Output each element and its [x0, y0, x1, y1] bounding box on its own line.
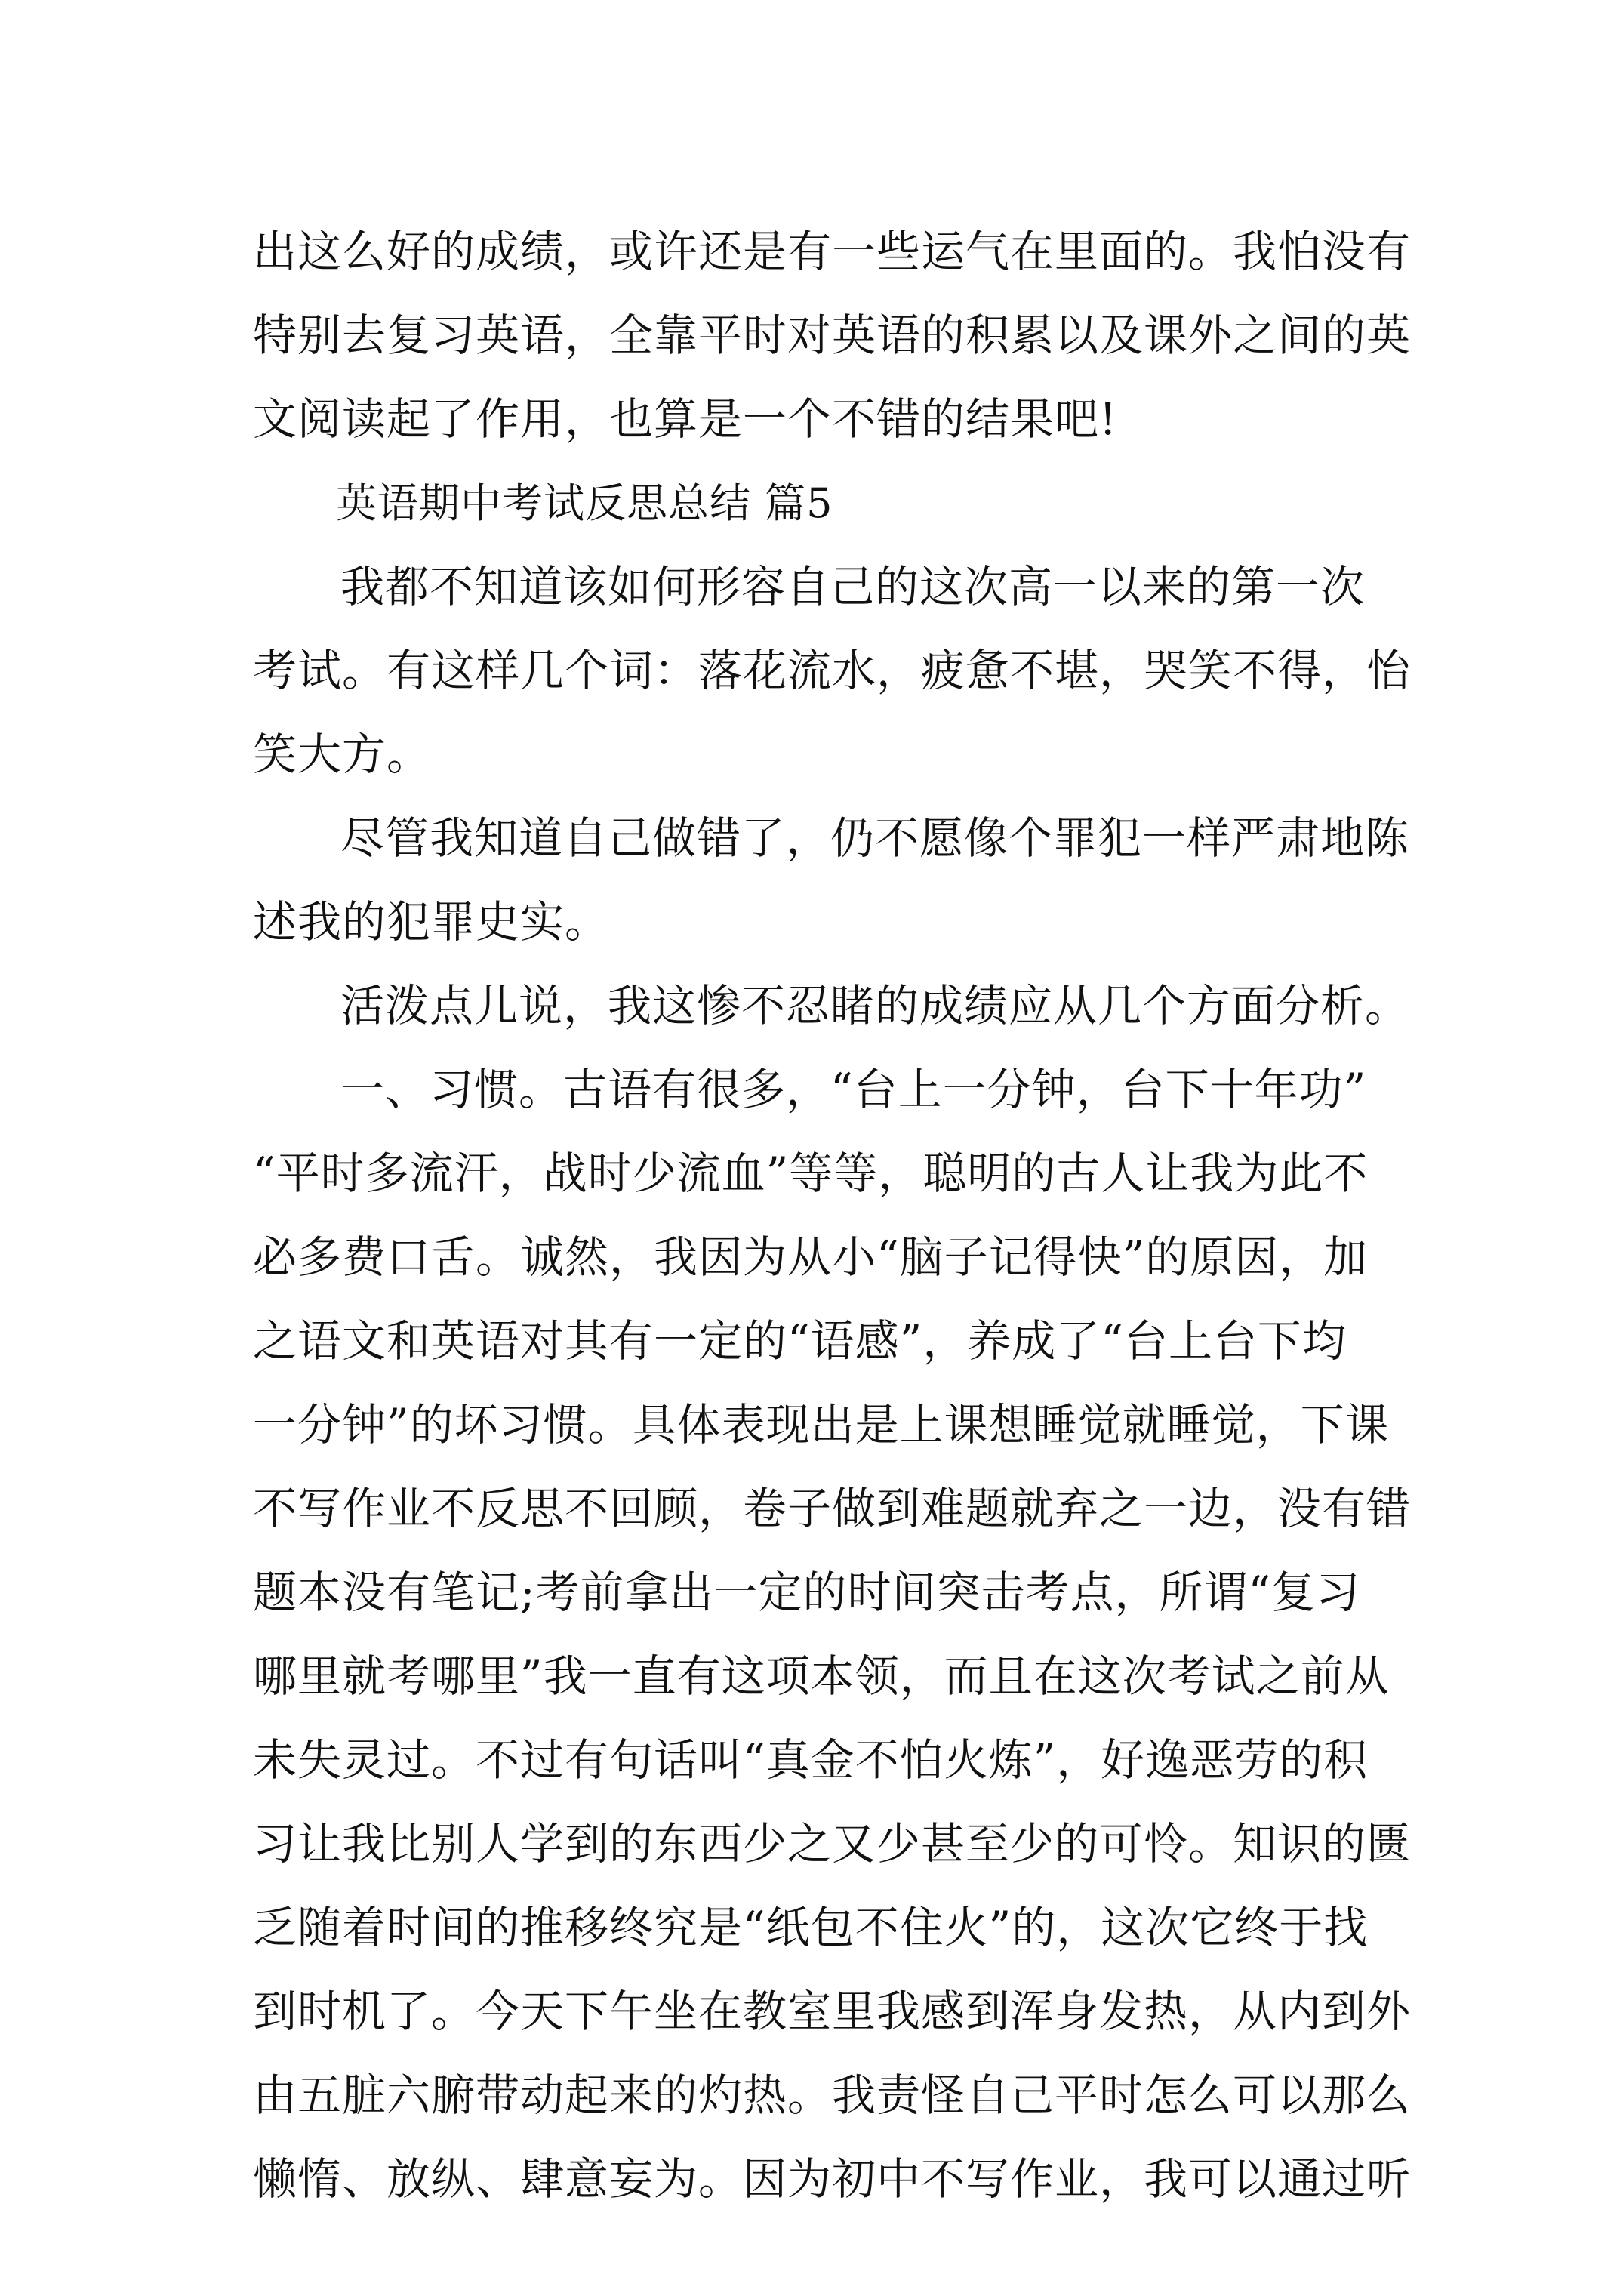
text-line: 特别去复习英语，全靠平时对英语的积累以及课外之间的英: [253, 310, 1412, 361]
text-line: 乏随着时间的推移终究是“纸包不住火”的，这次它终于找: [253, 1902, 1369, 1953]
text-line: 由五脏六腑带动起来的灼热。我责怪自己平时怎么可以那么: [253, 2069, 1412, 2121]
text-line: 未失灵过。不过有句话叫“真金不怕火炼”，好逸恶劳的积: [253, 1734, 1369, 1786]
text-line: 不写作业不反思不回顾，卷子做到难题就弃之一边，没有错: [253, 1483, 1412, 1534]
paragraph-first-line: 尽管我知道自己做错了，仍不愿像个罪犯一样严肃地陈: [340, 812, 1410, 864]
text-line: 文阅读起了作用，也算是一个不错的结果吧!: [253, 393, 1118, 445]
text-line: 到时机了。今天下午坐在教室里我感到浑身发热，从内到外: [253, 1986, 1412, 2037]
text-line: 考试。有这样几个词：落花流水，疲惫不堪，哭笑不得，怡: [253, 645, 1412, 696]
text-line: 题本没有笔记;考前拿出一定的时间突击考点，所谓“复习: [253, 1567, 1361, 1618]
text-line: 习让我比别人学到的东西少之又少甚至少的可怜。知识的匮: [253, 1818, 1412, 1869]
text-line: 必多费口舌。诚然，我因为从小“脑子记得快”的原因，加: [253, 1231, 1369, 1283]
text-line: 述我的犯罪史实。: [253, 896, 610, 948]
text-line: 出这么好的成绩，或许还是有一些运气在里面的。我怕没有: [253, 226, 1412, 277]
paragraph-first-line: 活泼点儿说，我这惨不忍睹的成绩应从几个方面分析。: [340, 980, 1410, 1031]
text-line: 一分钟”的坏习惯。具体表现出是上课想睡觉就睡觉，下课: [253, 1399, 1390, 1450]
paragraph-first-line: 我都不知道该如何形容自己的这次高一以来的第一次: [340, 561, 1366, 612]
text-line: 笑大方。: [253, 729, 432, 780]
text-line: 懒惰、放纵、肆意妄为。因为初中不写作业，我可以通过听: [253, 2153, 1412, 2205]
section-heading: 英语期中考试反思总结 篇5: [336, 479, 833, 527]
paragraph-first-line: 一、习惯。古语有很多，“台上一分钟，台下十年功”: [340, 1064, 1367, 1115]
document-body: [253, 210, 1415, 2221]
text-line: 哪里就考哪里”我一直有这项本领，而且在这次考试之前从: [253, 1650, 1390, 1702]
text-line: 之语文和英语对其有一定的“语感”，养成了“台上台下均: [253, 1315, 1347, 1367]
text-line: “平时多流汗，战时少流血”等等，聪明的古人让我为此不: [253, 1148, 1369, 1199]
